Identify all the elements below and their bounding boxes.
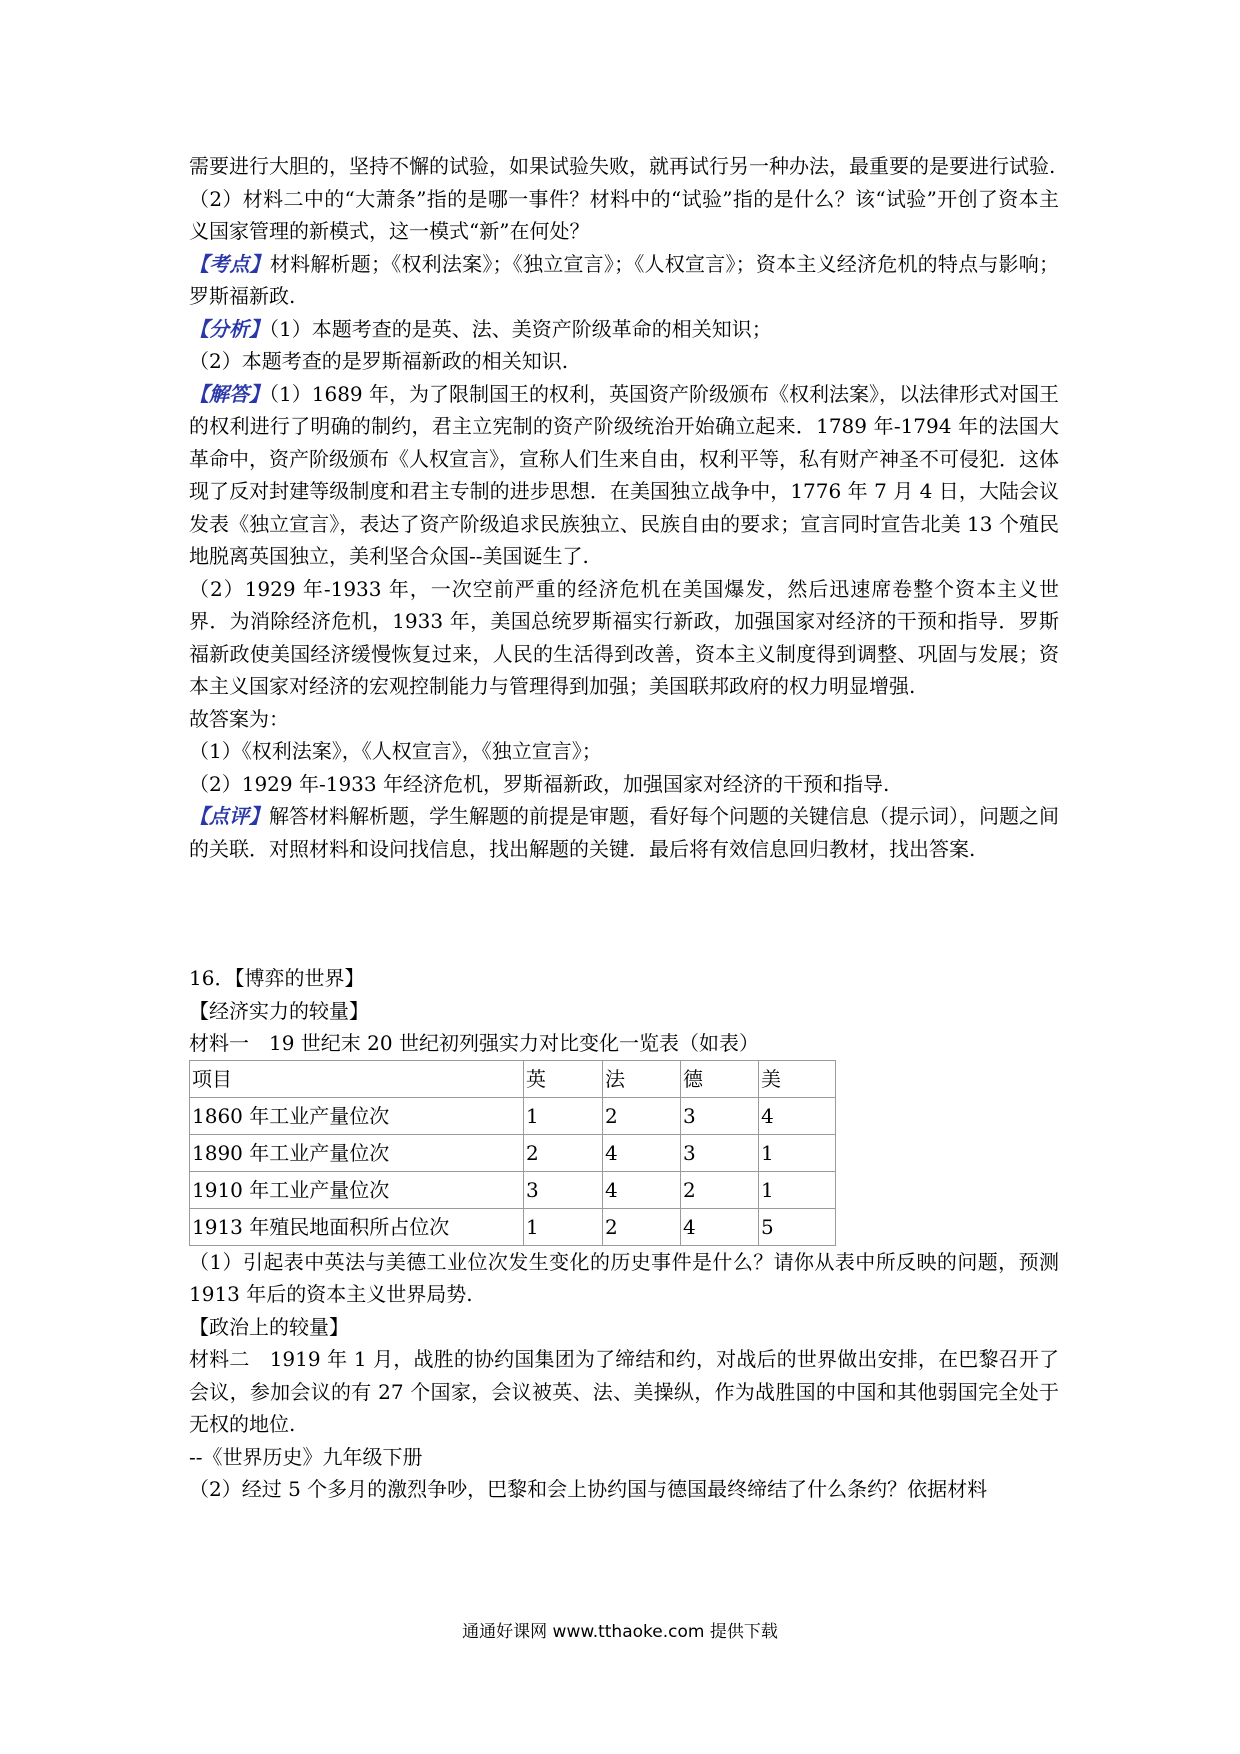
jieda-paragraph: [189, 378, 1059, 573]
answer-heading: 故答案为：: [189, 706, 289, 731]
fenxi-text-2: （2）本题考查的是罗斯福新政的相关知识.: [189, 349, 569, 373]
table-row: [190, 1134, 836, 1171]
table-header-cell: 法: [603, 1060, 681, 1097]
section-political: 【政治上的较量】: [189, 1314, 349, 1339]
table-cell: 4: [603, 1171, 681, 1208]
table-row: [190, 1097, 836, 1134]
table-cell: 1: [759, 1134, 836, 1171]
table-cell: 1913 年殖民地面积所占位次: [190, 1208, 524, 1245]
answer-1: （1）《权利法案》，《人权宣言》，《独立宣言》；: [189, 739, 602, 763]
kaodian-tag: 【考点】: [189, 251, 270, 276]
table-cell: 1910 年工业产量位次: [190, 1171, 524, 1208]
section-gap: [189, 865, 1059, 962]
question-16-title: 16．【博弈的世界】: [189, 966, 365, 990]
table-cell: 4: [681, 1208, 759, 1245]
dianping-tag: 【点评】: [189, 804, 269, 828]
table-cell: 5: [759, 1208, 836, 1245]
table-cell: 1860 年工业产量位次: [190, 1097, 524, 1134]
table-cell: 2: [681, 1171, 759, 1208]
table-row: [190, 1208, 836, 1245]
table-cell: 4: [759, 1097, 836, 1134]
answer-2: （2）1929 年-1933 年经济危机，罗斯福新政，加强国家对经济的干预和指导.: [189, 771, 890, 796]
table-header-row: [190, 1060, 836, 1097]
powers-ranking-table: [189, 1060, 836, 1246]
question-2: （2）材料二中的“大萧条”指的是哪一事件？材料中的“试验”指的是什么？该“试验”开创了资本主义国家管理的新模式，这一模式“新”在何处？: [189, 186, 1059, 243]
table-cell: 2: [524, 1134, 603, 1171]
table-row: [190, 1171, 836, 1208]
table-cell: 3: [681, 1134, 759, 1171]
dianping-paragraph: [189, 800, 1059, 865]
jieda-text-2: （2）1929 年-1933 年，一次空前严重的经济危机在美国爆发，然后迅速席卷整个资本主义世界．为消除经济危机，1933 年，美国总统罗斯福实行新政，加强国家对经济的干预和指导．罗斯福新政使美国经济缓慢恢复过来，人民的生活得到改善，资本主义制度得到调整、巩固与发展；资本主义国家对经济的宏观控制能力与管理得到加强；美国联邦政府的权力明显增强.: [189, 576, 1059, 698]
jieda-text-1: （1）1689 年，为了限制国王的权利，英国资产阶级颁布《权利法案》，以法律形式对国王的权利进行了明确的制约，君主立宪制的资产阶级统治开始确立起来．1789 年-1794 年的法国大革命中，资产阶级颁布《人权宣言》，宣称人们生来自由，权利平等，私有财产神圣不可侵犯．这体现了反对封建等级制度和君主专制的进步思想．在美国独立战争中，1776 年 7 月 4 日，大陆会议发表《独立宣言》，表达了资产阶级追求民族独立、民族自由的要求；宣言同时宣告北美 13 个殖民地脱离英国独立，美利坚合众国--美国诞生了.: [189, 381, 1060, 568]
kaodian-text: 材料解析题；《权利法案》；《独立宣言》；《人权宣言》；资本主义经济危机的特点与影响；罗斯福新政.: [189, 251, 1060, 308]
kaodian-paragraph: [189, 248, 1059, 313]
table-cell: 4: [603, 1134, 681, 1171]
table-header-cell: 德: [681, 1060, 759, 1097]
table-cell: 1: [524, 1097, 603, 1134]
fenxi-tag: 【分析】: [189, 316, 269, 341]
table-header-cell: 美: [759, 1060, 836, 1097]
material-2: 材料二 1919 年 1 月，战胜的协约国集团为了缔结和约，对战后的世界做出安排，在巴黎召开了会议，参加会议的有 27 个国家，会议被英、法、美操纵，作为战胜国的中国和其他弱国完全处于无权的地位.: [189, 1347, 1059, 1436]
table-cell: 2: [603, 1208, 681, 1245]
table-cell: 3: [681, 1097, 759, 1134]
section-economic: 【经济实力的较量】: [189, 998, 369, 1023]
table-header-cell: 项目: [190, 1060, 524, 1097]
jieda-tag: 【解答】: [189, 381, 270, 406]
fenxi-paragraph: [189, 313, 1059, 346]
page-content: [189, 150, 1059, 1506]
paragraph-test: 需要进行大胆的，坚持不懈的试验，如果试验失败，就再试行另一种办法，最重要的是要进行试验.: [189, 154, 1056, 178]
material-source: --《世界历史》九年级下册: [189, 1444, 423, 1469]
fenxi-text-1: （1）本题考查的是英、法、美资产阶级革命的相关知识；: [269, 316, 772, 341]
table-header-cell: 英: [524, 1060, 603, 1097]
table-cell: 1: [759, 1171, 836, 1208]
dianping-text: 解答材料解析题，学生解题的前提是审题，看好每个问题的关键信息（提示词），问题之间的关联．对照材料和设问找信息，找出解题的关键．最后将有效信息回归教材，找出答案.: [189, 804, 1059, 861]
material-1: 材料一 19 世纪末 20 世纪初列强实力对比变化一览表（如表）: [189, 1031, 759, 1055]
question-16-1: （1）引起表中英法与美德工业位次发生变化的历史事件是什么？请你从表中所反映的问题，预测 1913 年后的资本主义世界局势.: [189, 1249, 1059, 1306]
question-16-2: （2）经过 5 个多月的激烈争吵，巴黎和会上协约国与德国最终缔结了什么条约？依据材料: [189, 1477, 988, 1501]
table-cell: 3: [524, 1171, 603, 1208]
table-cell: 1: [524, 1208, 603, 1245]
table-cell: 2: [603, 1097, 681, 1134]
page-footer: 通通好课网 www.tthaoke.com 提供下载: [462, 1622, 778, 1642]
table-cell: 1890 年工业产量位次: [190, 1134, 524, 1171]
